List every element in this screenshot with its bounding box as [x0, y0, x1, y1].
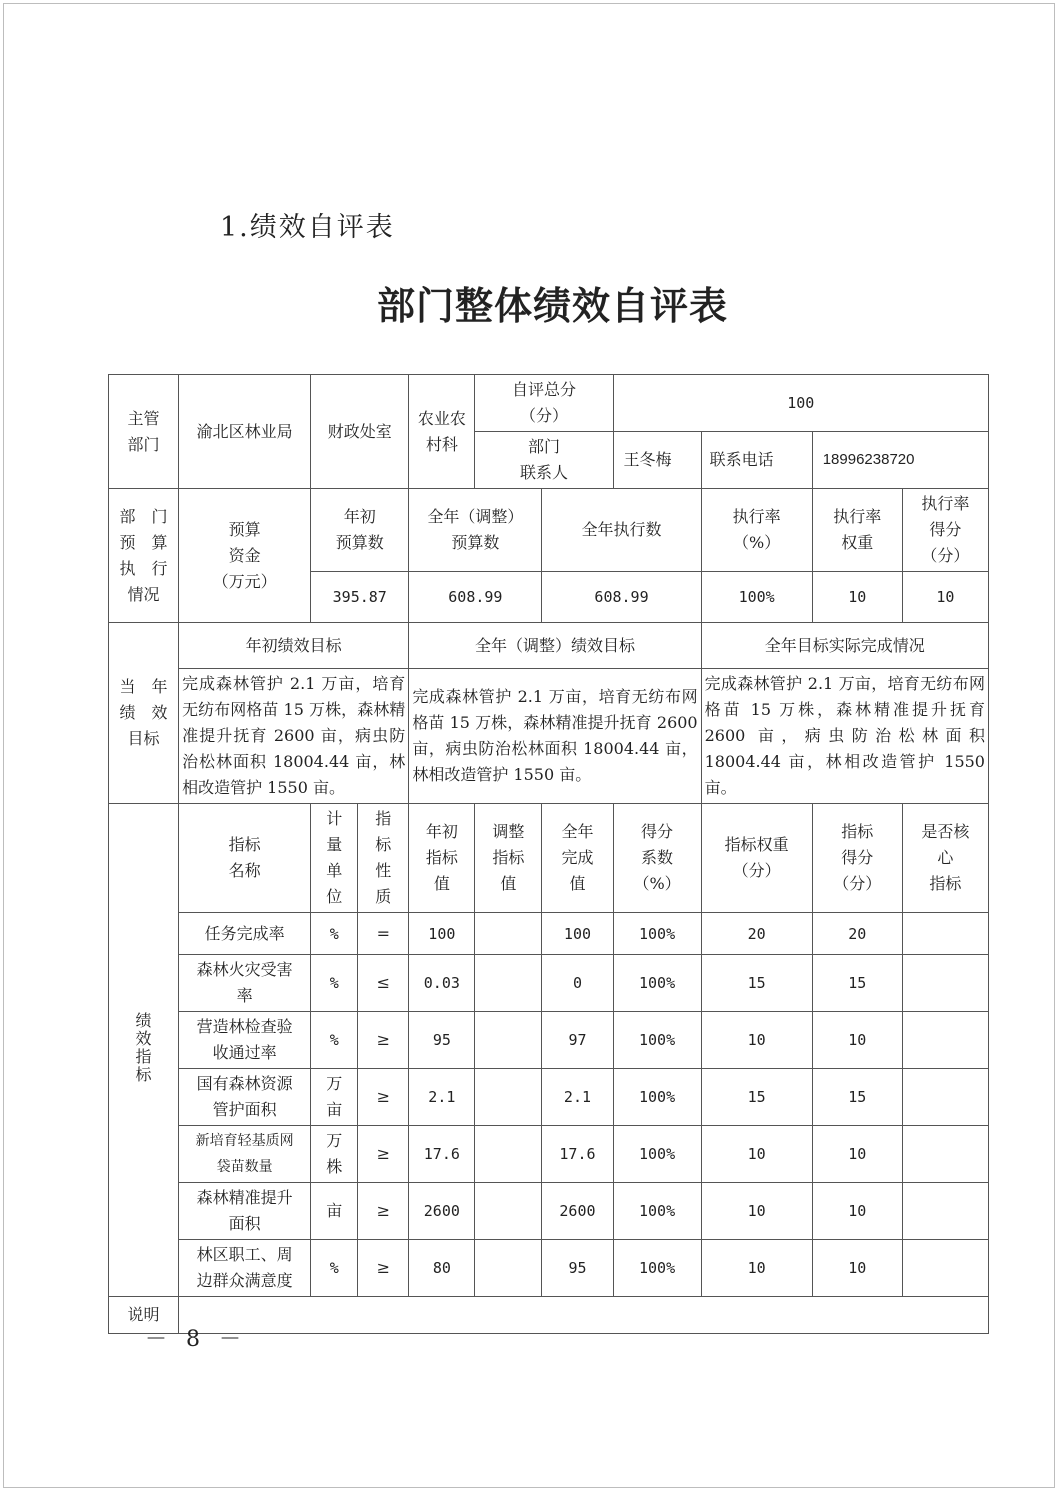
ind-weight: 15 — [701, 1069, 812, 1126]
ind-header-core: 是否核 心 指标 — [902, 804, 988, 913]
ind-adjusted — [475, 913, 542, 955]
ind-core — [902, 1069, 988, 1126]
table-row — [109, 1183, 989, 1240]
ind-score: 15 — [812, 1069, 902, 1126]
table-row — [109, 955, 989, 1012]
indicators-section-label: 绩效指标 — [109, 804, 179, 1297]
budget-rate-value: 100% — [701, 572, 812, 623]
ind-nature: ≥ — [358, 1126, 409, 1183]
ind-coef: 100% — [613, 1012, 701, 1069]
dept-label: 主管 部门 — [109, 375, 179, 489]
ind-name: 森林精准提升 面积 — [179, 1183, 311, 1240]
section-heading: 1.绩效自评表 — [220, 212, 395, 243]
budget-col-rate: 执行率 （%） — [701, 489, 812, 572]
ind-core — [902, 913, 988, 955]
budget-fund-label: 预算 资金 （万元） — [179, 489, 311, 623]
ind-nature: ≤ — [358, 955, 409, 1012]
ind-nature: ≥ — [358, 1183, 409, 1240]
budget-col-initial: 年初 预算数 — [311, 489, 409, 572]
budget-col-weight: 执行率 权重 — [812, 489, 902, 572]
contact-value: 王冬梅 — [613, 432, 701, 489]
ind-header-score: 指标 得分 （分） — [812, 804, 902, 913]
ind-initial: 17.6 — [409, 1126, 475, 1183]
ind-name: 任务完成率 — [179, 913, 311, 955]
ind-weight: 10 — [701, 1183, 812, 1240]
ind-unit: % — [311, 1240, 358, 1297]
ind-coef: 100% — [613, 913, 701, 955]
ind-name: 森林火灾受害 率 — [179, 955, 311, 1012]
ind-adjusted — [475, 1069, 542, 1126]
ind-coef: 100% — [613, 955, 701, 1012]
ind-header-weight: 指标权重 （分） — [701, 804, 812, 913]
budget-adjusted-value: 608.99 — [409, 572, 542, 623]
ind-nature: ≥ — [358, 1012, 409, 1069]
ind-header-nature: 指 标 性 质 — [358, 804, 409, 913]
phone-label: 联系电话 — [701, 432, 812, 489]
ind-core — [902, 1012, 988, 1069]
budget-weight-value: 10 — [812, 572, 902, 623]
ind-initial: 100 — [409, 913, 475, 955]
goals-header-actual: 全年目标实际完成情况 — [701, 623, 988, 669]
ind-score: 10 — [812, 1240, 902, 1297]
ind-done: 97 — [542, 1012, 613, 1069]
ind-core — [902, 1240, 988, 1297]
phone-value: 18996238720 — [812, 432, 988, 489]
ind-unit: % — [311, 1012, 358, 1069]
goals-text-actual: 完成森林管护 2.1 万亩，培育无纺布网格苗 15 万株，森林精准提升抚育 2600 亩，病虫防治松林面积 18004.44 亩，林相改造管护 1550 亩。 — [701, 669, 988, 804]
ind-header-coef: 得分 系数 （%） — [613, 804, 701, 913]
budget-initial-value: 395.87 — [311, 572, 409, 623]
office-label: 财政处室 — [311, 375, 409, 489]
score-value: 100 — [613, 375, 988, 432]
table-row — [109, 1126, 989, 1183]
contact-label: 部门 联系人 — [475, 432, 613, 489]
budget-score-value: 10 — [902, 572, 988, 623]
ind-header-unit: 计 量 单 位 — [311, 804, 358, 913]
budget-col-executed: 全年执行数 — [542, 489, 701, 572]
goals-header-adjusted: 全年（调整）绩效目标 — [409, 623, 701, 669]
ind-initial: 80 — [409, 1240, 475, 1297]
ind-weight: 10 — [701, 1012, 812, 1069]
ind-adjusted — [475, 955, 542, 1012]
table-row — [109, 1069, 989, 1126]
ind-adjusted — [475, 1012, 542, 1069]
table-row — [109, 1240, 989, 1297]
ind-adjusted — [475, 1126, 542, 1183]
ind-coef: 100% — [613, 1240, 701, 1297]
ind-name: 营造林检查验 收通过率 — [179, 1012, 311, 1069]
self-evaluation-table — [108, 374, 989, 1334]
goals-text-initial: 完成森林管护 2.1 万亩，培育无纺布网格苗 15 万株，森林精准提升抚育 2600 亩，病虫防治松林面积 18004.44 亩，林相改造管护 1550 亩。 — [179, 669, 409, 804]
table-row — [109, 1012, 989, 1069]
ind-unit: 万 亩 — [311, 1069, 358, 1126]
ind-score: 20 — [812, 913, 902, 955]
ind-done: 17.6 — [542, 1126, 613, 1183]
ind-core — [902, 1126, 988, 1183]
ind-name: 林区职工、周 边群众满意度 — [179, 1240, 311, 1297]
ind-weight: 20 — [701, 913, 812, 955]
ind-nature: ≥ — [358, 1240, 409, 1297]
ind-nature: ≥ — [358, 1069, 409, 1126]
budget-col-adjusted: 全年（调整） 预算数 — [409, 489, 542, 572]
ind-done: 0 — [542, 955, 613, 1012]
ind-coef: 100% — [613, 1183, 701, 1240]
ind-core — [902, 1183, 988, 1240]
ind-score: 10 — [812, 1012, 902, 1069]
budget-col-score: 执行率 得分 （分） — [902, 489, 988, 572]
ind-name: 新培育轻基质网 袋苗数量 — [179, 1126, 311, 1183]
budget-executed-value: 608.99 — [542, 572, 701, 623]
ind-weight: 10 — [701, 1240, 812, 1297]
goals-header-initial: 年初绩效目标 — [179, 623, 409, 669]
ind-done: 100 — [542, 913, 613, 955]
ind-score: 10 — [812, 1126, 902, 1183]
note-value — [179, 1297, 989, 1334]
ind-header-adjusted: 调整 指标 值 — [475, 804, 542, 913]
ind-initial: 0.03 — [409, 955, 475, 1012]
ind-unit: 亩 — [311, 1183, 358, 1240]
ind-adjusted — [475, 1240, 542, 1297]
ind-header-done: 全年 完成 值 — [542, 804, 613, 913]
ind-initial: 2600 — [409, 1183, 475, 1240]
ind-weight: 10 — [701, 1126, 812, 1183]
ind-weight: 15 — [701, 955, 812, 1012]
page-number: － 8 － — [145, 1327, 247, 1352]
goals-text-adjusted: 完成森林管护 2.1 万亩，培育无纺布网格苗 15 万株，森林精准提升抚育 2600 亩，病虫防治松林面积 18004.44 亩，林相改造管护 1550 亩。 — [409, 669, 701, 804]
goals-section-label: 当 年 绩 效 目标 — [109, 623, 179, 804]
ind-coef: 100% — [613, 1069, 701, 1126]
ind-unit: % — [311, 955, 358, 1012]
ind-initial: 95 — [409, 1012, 475, 1069]
ind-nature: = — [358, 913, 409, 955]
table-row — [109, 913, 989, 955]
ind-done: 2.1 — [542, 1069, 613, 1126]
ind-score: 10 — [812, 1183, 902, 1240]
ind-header-initial: 年初 指标 值 — [409, 804, 475, 913]
ind-done: 2600 — [542, 1183, 613, 1240]
dept-value: 渝北区林业局 — [179, 375, 311, 489]
ind-name: 国有森林资源 管护面积 — [179, 1069, 311, 1126]
ind-header-name: 指标 名称 — [179, 804, 311, 913]
budget-section-label: 部 门 预 算 执 行 情况 — [109, 489, 179, 623]
ind-coef: 100% — [613, 1126, 701, 1183]
document-title: 部门整体绩效自评表 — [376, 283, 728, 328]
score-label: 自评总分 （分） — [475, 375, 613, 432]
ind-done: 95 — [542, 1240, 613, 1297]
ind-adjusted — [475, 1183, 542, 1240]
ind-score: 15 — [812, 955, 902, 1012]
office-value: 农业农 村科 — [409, 375, 475, 489]
ind-unit: % — [311, 913, 358, 955]
ind-unit: 万 株 — [311, 1126, 358, 1183]
ind-core — [902, 955, 988, 1012]
note-label: 说明 — [109, 1297, 179, 1334]
ind-initial: 2.1 — [409, 1069, 475, 1126]
